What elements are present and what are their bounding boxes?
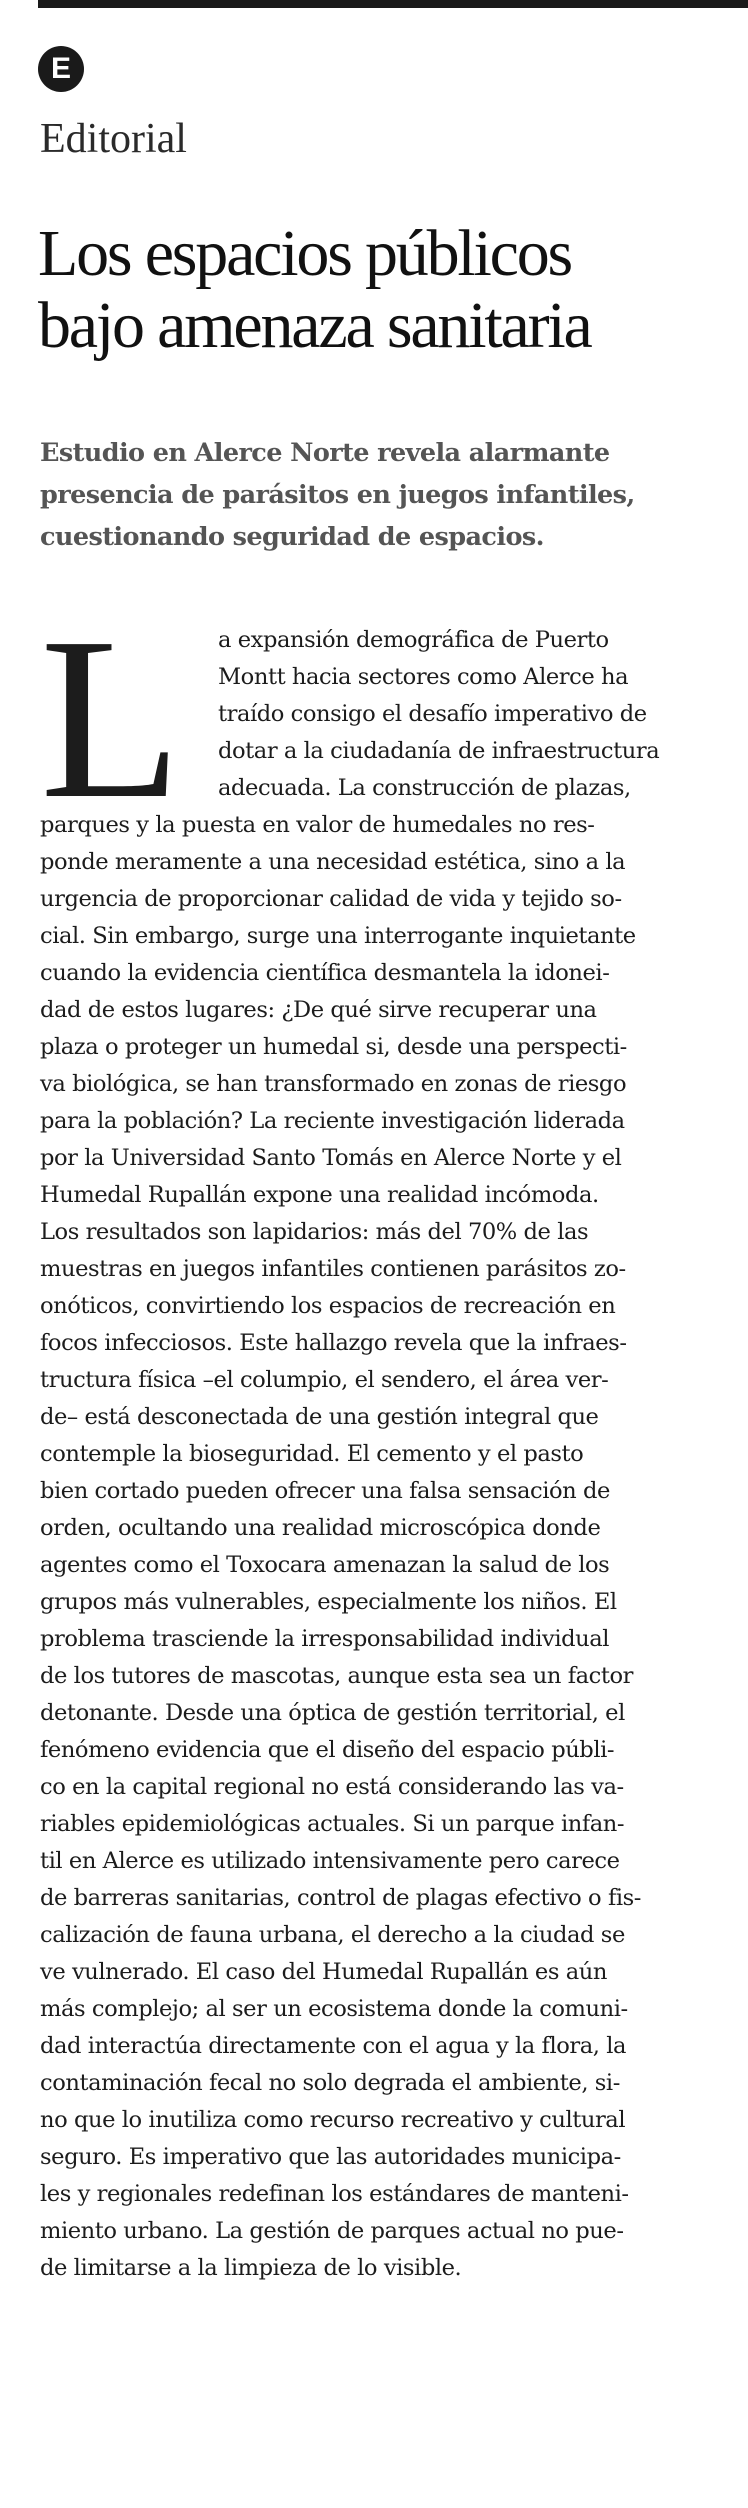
body-line: tructura física –el columpio, el sendero, el área ver- (40, 1367, 609, 1393)
headline (38, 218, 738, 362)
subheadline (40, 432, 730, 558)
body-line: de barreras sanitarias, control de plagas efectivo o fis- (40, 1885, 641, 1911)
body-line: por la Universidad Santo Tomás en Alerce Norte y el (40, 1145, 622, 1171)
body-line: onóticos, convirtiendo los espacios de recreación en (40, 1293, 616, 1319)
body-line: cial. Sin embargo, surge una interrogante inquietante (40, 923, 636, 949)
body-line: urgencia de proporcionar calidad de vida y tejido so- (40, 886, 622, 912)
body-line: riables epidemiológicas actuales. Si un parque infan- (40, 1811, 625, 1837)
subheadline-line: cuestionando seguridad de espacios. (40, 522, 544, 552)
body-line: cuando la evidencia científica desmantela la idonei- (40, 960, 610, 986)
body-line: traído consigo el desafío imperativo de (218, 701, 647, 727)
body-line: bien cortado pueden ofrecer una falsa sensación de (40, 1478, 610, 1504)
top-rule (38, 0, 748, 8)
body-line: adecuada. La construcción de plazas, (218, 775, 631, 801)
body-line: Los resultados son lapidarios: más del 70% de las (40, 1219, 589, 1245)
body-line: Humedal Rupallán expone una realidad incómoda. (40, 1182, 599, 1208)
body-line: focos infecciosos. Este hallazgo revela que la infraes- (40, 1330, 627, 1356)
body-line: no que lo inutiliza como recurso recreativo y cultural (40, 2107, 626, 2133)
headline-line: bajo amenaza sanitaria (38, 289, 591, 362)
body-line: miento urbano. La gestión de parques actual no pue- (40, 2218, 624, 2244)
body-line: de– está desconectada de una gestión integral que (40, 1404, 599, 1430)
body-line: dotar a la ciudadanía de infraestructura (218, 738, 660, 764)
body-line: Montt hacia sectores como Alerce ha (218, 664, 629, 690)
body-line: de limitarse a la limpieza de lo visible. (40, 2255, 462, 2281)
body-line: detonante. Desde una óptica de gestión territorial, el (40, 1700, 625, 1726)
body-line: problema trasciende la irresponsabilidad individual (40, 1626, 610, 1652)
article-body (40, 590, 730, 2287)
body-line: va biológica, se han transformado en zonas de riesgo (40, 1071, 627, 1097)
subheadline-line: presencia de parásitos en juegos infantiles, (40, 480, 635, 510)
subheadline-line: Estudio en Alerce Norte revela alarmante (40, 438, 610, 468)
body-line: de los tutores de mascotas, aunque esta sea un factor (40, 1663, 634, 1689)
body-line: a expansión demográfica de Puerto (218, 627, 609, 653)
body-line: plaza o proteger un humedal si, desde una perspecti- (40, 1034, 627, 1060)
body-line: ponde meramente a una necesidad estética, sino a la (40, 849, 626, 875)
drop-cap: L (40, 590, 182, 847)
body-line: dad interactúa directamente con el agua y la flora, la (40, 2033, 627, 2059)
body-line: til en Alerce es utilizado intensivamente pero carece (40, 1848, 620, 1874)
body-line: contaminación fecal no solo degrada el ambiente, si- (40, 2070, 620, 2096)
body-line: parques y la puesta en valor de humedales no res- (40, 812, 595, 838)
body-line: co en la capital regional no está considerando las va- (40, 1774, 624, 1800)
body-line: fenómeno evidencia que el diseño del espacio públi- (40, 1737, 615, 1763)
body-line: agentes como el Toxocara amenazan la salud de los (40, 1552, 610, 1578)
body-line: más complejo; al ser un ecosistema donde la comuni- (40, 1996, 628, 2022)
section-label: Editorial (40, 116, 187, 162)
body-line: orden, ocultando una realidad microscópica donde (40, 1515, 601, 1541)
body-line: les y regionales redefinan los estándares de manteni- (40, 2181, 629, 2207)
body-line: seguro. Es imperativo que las autoridades municipa- (40, 2144, 621, 2170)
body-line: grupos más vulnerables, especialmente los niños. El (40, 1589, 617, 1615)
body-line: muestras en juegos infantiles contienen parásitos zo- (40, 1256, 626, 1282)
body-line: dad de estos lugares: ¿De qué sirve recuperar una (40, 997, 597, 1023)
body-line: ve vulnerado. El caso del Humedal Rupallán es aún (40, 1959, 607, 1985)
body-line: para la población? La reciente investigación liderada (40, 1108, 625, 1134)
body-line: calización de fauna urbana, el derecho a la ciudad se (40, 1922, 625, 1948)
headline-line: Los espacios públicos (38, 217, 572, 290)
editorial-badge-icon: E (38, 46, 84, 92)
body-line: contemple la bioseguridad. El cemento y el pasto (40, 1441, 584, 1467)
